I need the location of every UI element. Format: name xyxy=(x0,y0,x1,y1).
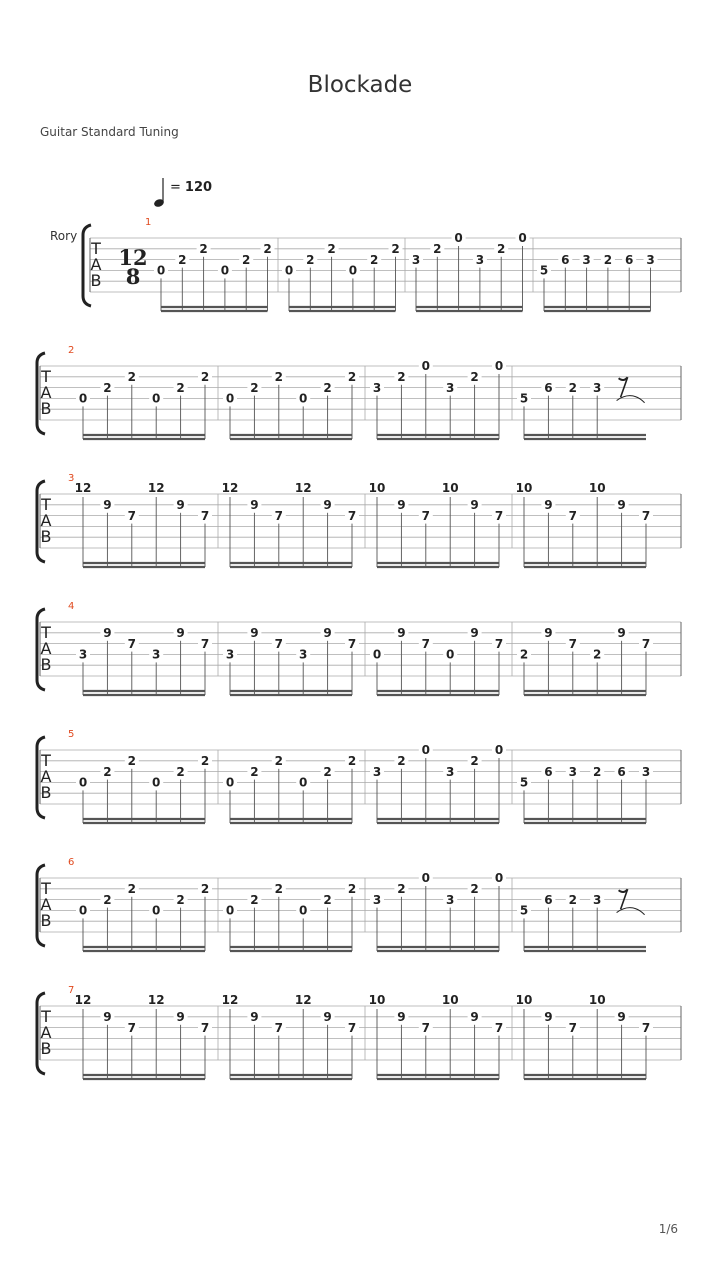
fret-number: 7 xyxy=(127,636,136,651)
fret-number: 0 xyxy=(446,647,455,662)
tab-clef-letter: T xyxy=(41,623,51,642)
fret-number: 2 xyxy=(568,380,577,395)
fret-number: 0 xyxy=(372,647,382,662)
tab-clef-letter: B xyxy=(40,399,52,418)
fret-number: 0 xyxy=(421,743,430,758)
tab-clef-letter: A xyxy=(40,639,52,658)
fret-number: 5 xyxy=(519,391,529,406)
fret-number: 7 xyxy=(421,1020,430,1035)
fret-number: 9 xyxy=(323,498,332,512)
tab-clef-letter: B xyxy=(40,783,52,802)
fret-number: 6 xyxy=(625,252,634,267)
fret-number: 7 xyxy=(200,1020,210,1035)
tab-clef-letter: A xyxy=(40,1023,52,1042)
fret-number: 2 xyxy=(391,242,400,256)
measure-number: 3 xyxy=(68,473,75,484)
tab-system xyxy=(0,208,720,348)
tab-clef-letter: A xyxy=(90,255,102,274)
fret-number: 7 xyxy=(641,508,651,523)
fret-number: 7 xyxy=(641,1020,651,1035)
fret-number: 2 xyxy=(470,370,479,384)
fret-number: 3 xyxy=(78,647,88,662)
fret-number: 0 xyxy=(220,263,230,278)
fret-number: 5 xyxy=(539,263,549,278)
fret-number: 7 xyxy=(347,1020,357,1035)
fret-number: 9 xyxy=(470,626,479,640)
fret-number: 0 xyxy=(299,775,308,790)
fret-number: 2 xyxy=(347,754,357,768)
fret-number: 2 xyxy=(323,764,332,779)
fret-number: 0 xyxy=(152,903,161,918)
fret-number: 12 xyxy=(221,481,239,495)
fret-number: 10 xyxy=(441,481,459,495)
fret-number: 9 xyxy=(397,626,406,640)
fret-number: 2 xyxy=(200,754,210,768)
fret-number: 0 xyxy=(454,231,463,246)
tuning-label: Guitar Standard Tuning xyxy=(40,125,179,139)
fret-number: 6 xyxy=(544,380,553,395)
measure-number: 5 xyxy=(68,729,75,740)
fret-number: 7 xyxy=(641,636,651,651)
fret-number: 2 xyxy=(176,892,185,907)
fret-number: 3 xyxy=(593,380,602,395)
fret-number: 9 xyxy=(617,626,626,640)
fret-number: 9 xyxy=(103,1010,112,1024)
fret-number: 2 xyxy=(593,764,602,779)
fret-number: 0 xyxy=(518,231,527,246)
fret-number: 0 xyxy=(225,775,235,790)
fret-number: 6 xyxy=(544,892,553,907)
fret-number: 7 xyxy=(494,508,504,523)
fret-number: 3 xyxy=(568,764,577,779)
fret-number: 3 xyxy=(641,764,651,779)
fret-number: 7 xyxy=(494,636,504,651)
fret-number: 9 xyxy=(397,1010,406,1024)
fret-number: 2 xyxy=(347,882,357,896)
fret-number: 2 xyxy=(323,892,332,907)
fret-number: 7 xyxy=(274,636,283,651)
fret-number: 9 xyxy=(176,626,185,640)
tab-clef-letter: B xyxy=(40,911,52,930)
tab-system xyxy=(0,464,720,604)
tab-clef-letter: A xyxy=(40,895,52,914)
fret-number: 2 xyxy=(176,380,185,395)
tab-system xyxy=(0,336,720,476)
measure-number: 6 xyxy=(68,857,75,868)
tab-clef-letter: A xyxy=(40,767,52,786)
fret-number: 9 xyxy=(323,626,332,640)
measure-number: 4 xyxy=(68,601,75,612)
fret-number: 0 xyxy=(284,263,294,278)
fret-number: 3 xyxy=(646,252,655,267)
fret-number: 3 xyxy=(582,252,591,267)
fret-number: 0 xyxy=(152,391,161,406)
fret-number: 3 xyxy=(475,252,485,267)
fret-number: 12 xyxy=(147,481,165,495)
fret-number: 2 xyxy=(397,882,406,896)
fret-number: 3 xyxy=(372,764,382,779)
fret-number: 3 xyxy=(411,252,421,267)
tab-system xyxy=(0,720,720,860)
fret-number: 0 xyxy=(225,903,235,918)
fret-number: 12 xyxy=(221,993,239,1007)
fret-number: 5 xyxy=(519,775,529,790)
fret-number: 2 xyxy=(274,370,283,384)
fret-number: 7 xyxy=(347,636,357,651)
fret-number: 2 xyxy=(603,252,613,267)
fret-number: 9 xyxy=(176,1010,185,1024)
measure-number: 1 xyxy=(145,217,152,228)
tab-clef-letter: T xyxy=(41,495,51,514)
fret-number: 0 xyxy=(299,391,308,406)
fret-number: 9 xyxy=(470,1010,479,1024)
tab-clef-letter: B xyxy=(90,271,102,290)
fret-number: 2 xyxy=(127,882,136,896)
fret-number: 10 xyxy=(515,481,533,495)
fret-number: 6 xyxy=(617,764,626,779)
tab-clef-letter: A xyxy=(40,383,52,402)
fret-number: 2 xyxy=(327,242,336,256)
fret-number: 2 xyxy=(274,882,283,896)
fret-number: 12 xyxy=(147,993,165,1007)
tab-clef-letter: T xyxy=(41,1007,51,1026)
fret-number: 6 xyxy=(544,764,553,779)
fret-number: 9 xyxy=(176,498,185,512)
fret-number: 2 xyxy=(250,764,259,779)
fret-number: 2 xyxy=(274,754,283,768)
tab-system xyxy=(0,848,720,988)
tab-clef-letter: T xyxy=(91,239,101,258)
fret-number: 9 xyxy=(250,1010,259,1024)
fret-number: 2 xyxy=(250,380,259,395)
fret-number: 2 xyxy=(593,647,602,662)
time-signature-bottom: 8 xyxy=(125,264,141,289)
measure-number: 7 xyxy=(68,985,75,996)
fret-number: 7 xyxy=(347,508,357,523)
tab-clef-letter: B xyxy=(40,1039,52,1058)
fret-number: 10 xyxy=(441,993,459,1007)
fret-number: 2 xyxy=(263,242,272,256)
fret-number: 2 xyxy=(176,764,185,779)
fret-number: 2 xyxy=(347,370,357,384)
fret-number: 2 xyxy=(199,242,208,256)
fret-number: 7 xyxy=(200,636,210,651)
fret-number: 0 xyxy=(494,359,504,374)
fret-number: 0 xyxy=(494,871,504,886)
fret-number: 0 xyxy=(494,743,504,758)
time-signature-top: 12 xyxy=(118,245,148,270)
fret-number: 7 xyxy=(274,508,283,523)
fret-number: 9 xyxy=(544,626,553,640)
fret-number: 9 xyxy=(250,626,259,640)
fret-number: 5 xyxy=(519,903,529,918)
tab-clef-letter: A xyxy=(40,511,52,530)
fret-number: 2 xyxy=(370,252,379,267)
fret-number: 9 xyxy=(103,498,112,512)
fret-number: 2 xyxy=(200,882,210,896)
tab-clef-letter: T xyxy=(41,367,51,386)
fret-number: 12 xyxy=(294,481,312,495)
song-title: Blockade xyxy=(307,72,413,98)
fret-number: 9 xyxy=(617,1010,626,1024)
fret-number: 9 xyxy=(250,498,259,512)
fret-number: 2 xyxy=(497,242,506,256)
fret-number: 9 xyxy=(544,1010,553,1024)
fret-number: 3 xyxy=(446,764,455,779)
fret-number: 2 xyxy=(433,242,442,256)
fret-number: 2 xyxy=(470,882,479,896)
fret-number: 9 xyxy=(397,498,406,512)
fret-number: 2 xyxy=(242,252,251,267)
fret-number: 7 xyxy=(421,636,430,651)
fret-number: 7 xyxy=(127,508,136,523)
fret-number: 0 xyxy=(78,903,88,918)
fret-number: 10 xyxy=(368,481,386,495)
fret-number: 2 xyxy=(250,892,259,907)
fret-number: 10 xyxy=(515,993,533,1007)
tab-system xyxy=(0,976,720,1116)
fret-number: 6 xyxy=(561,252,570,267)
fret-number: 0 xyxy=(78,775,88,790)
fret-number: 2 xyxy=(519,647,529,662)
fret-number: 7 xyxy=(274,1020,283,1035)
fret-number: 0 xyxy=(156,263,166,278)
tab-system xyxy=(0,592,720,732)
fret-number: 2 xyxy=(103,892,112,907)
track-name: Rory xyxy=(50,229,78,243)
fret-number: 0 xyxy=(421,871,430,886)
fret-number: 0 xyxy=(225,391,235,406)
fret-number: 2 xyxy=(200,370,210,384)
fret-number: 2 xyxy=(470,754,479,768)
fret-number: 2 xyxy=(306,252,315,267)
fret-number: 12 xyxy=(74,481,92,495)
fret-number: 3 xyxy=(372,892,382,907)
page-number: 1/6 xyxy=(658,1222,678,1236)
tab-clef-letter: T xyxy=(41,879,51,898)
fret-number: 3 xyxy=(593,892,602,907)
fret-number: 7 xyxy=(568,508,577,523)
fret-number: 2 xyxy=(103,764,112,779)
fret-number: 2 xyxy=(127,370,136,384)
fret-number: 12 xyxy=(294,993,312,1007)
fret-number: 9 xyxy=(470,498,479,512)
fret-number: 9 xyxy=(544,498,553,512)
fret-number: 3 xyxy=(299,647,308,662)
rest-flag xyxy=(619,377,628,380)
rest-flag xyxy=(619,889,628,892)
tab-clef-letter: T xyxy=(41,751,51,770)
fret-number: 0 xyxy=(421,359,430,374)
fret-number: 9 xyxy=(323,1010,332,1024)
fret-number: 0 xyxy=(152,775,161,790)
fret-number: 3 xyxy=(446,892,455,907)
fret-number: 2 xyxy=(323,380,332,395)
fret-number: 2 xyxy=(568,892,577,907)
fret-number: 2 xyxy=(127,754,136,768)
fret-number: 10 xyxy=(368,993,386,1007)
tempo-value: = 120 xyxy=(170,180,213,195)
fret-number: 2 xyxy=(103,380,112,395)
fret-number: 3 xyxy=(225,647,235,662)
fret-number: 12 xyxy=(74,993,92,1007)
fret-number: 9 xyxy=(103,626,112,640)
fret-number: 7 xyxy=(421,508,430,523)
fret-number: 7 xyxy=(127,1020,136,1035)
fret-number: 10 xyxy=(588,481,606,495)
fret-number: 9 xyxy=(617,498,626,512)
fret-number: 3 xyxy=(446,380,455,395)
measure-number: 2 xyxy=(68,345,75,356)
fret-number: 0 xyxy=(299,903,308,918)
fret-number: 7 xyxy=(568,636,577,651)
fret-number: 2 xyxy=(397,370,406,384)
fret-number: 7 xyxy=(494,1020,504,1035)
fret-number: 3 xyxy=(152,647,161,662)
fret-number: 7 xyxy=(200,508,210,523)
fret-number: 0 xyxy=(348,263,358,278)
fret-number: 2 xyxy=(178,252,187,267)
fret-number: 3 xyxy=(372,380,382,395)
fret-number: 10 xyxy=(588,993,606,1007)
tab-clef-letter: B xyxy=(40,527,52,546)
fret-number: 2 xyxy=(397,754,406,768)
tab-clef-letter: B xyxy=(40,655,52,674)
fret-number: 7 xyxy=(568,1020,577,1035)
fret-number: 0 xyxy=(78,391,88,406)
